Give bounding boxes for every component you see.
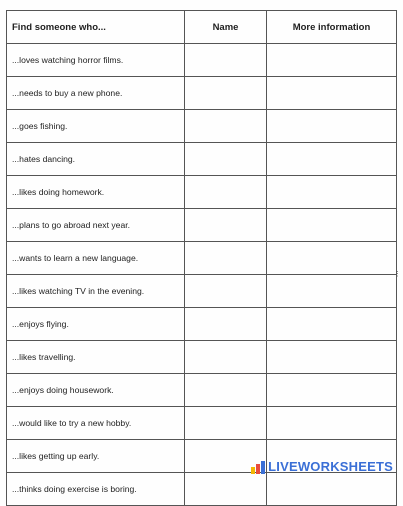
more-information-input[interactable] [267, 175, 400, 209]
name-input[interactable] [185, 43, 270, 77]
more-information-cell [267, 77, 397, 110]
prompt-cell: ...enjoys flying. [7, 308, 185, 341]
watermark-text: LIVEWORKSHEETS [268, 459, 393, 474]
more-information-cell [267, 374, 397, 407]
prompt-cell: ...likes watching TV in the evening. [7, 275, 185, 308]
prompt-cell: ...plans to go abroad next year. [7, 209, 185, 242]
prompt-cell: ...likes getting up early. [7, 440, 185, 473]
more-information-cell [267, 209, 397, 242]
name-input[interactable] [185, 175, 270, 209]
table-row [7, 407, 397, 440]
name-input[interactable] [185, 307, 270, 341]
header-name: Name [185, 11, 267, 44]
more-information-cell [267, 473, 397, 506]
table-row [7, 176, 397, 209]
more-information-cell [267, 407, 397, 440]
name-input[interactable] [185, 340, 270, 374]
name-cell [185, 275, 267, 308]
name-cell [185, 176, 267, 209]
prompt-cell: ...hates dancing. [7, 143, 185, 176]
more-information-input[interactable] [267, 340, 400, 374]
name-input[interactable] [185, 406, 270, 440]
name-cell [185, 473, 267, 506]
more-information-input[interactable] [267, 307, 400, 341]
name-cell [185, 110, 267, 143]
more-information-cell [267, 275, 397, 308]
more-information-input[interactable] [267, 208, 400, 242]
name-input[interactable] [185, 142, 270, 176]
prompt-cell: ...likes travelling. [7, 341, 185, 374]
name-cell [185, 143, 267, 176]
table-row [7, 110, 397, 143]
header-row [7, 11, 397, 44]
more-information-input[interactable] [267, 76, 400, 110]
more-information-cell [267, 308, 397, 341]
name-cell [185, 242, 267, 275]
more-information-input[interactable] [267, 373, 400, 407]
table-row [7, 143, 397, 176]
name-cell [185, 308, 267, 341]
prompt-cell: ...loves watching horror films. [7, 44, 185, 77]
more-information-cell [267, 242, 397, 275]
name-input[interactable] [185, 76, 270, 110]
prompt-cell: ...needs to buy a new phone. [7, 77, 185, 110]
prompt-cell: ...thinks doing exercise is boring. [7, 473, 185, 506]
name-cell [185, 44, 267, 77]
name-input[interactable] [185, 373, 270, 407]
more-information-input[interactable] [267, 274, 400, 308]
header-find-someone-who: Find someone who... [7, 11, 185, 44]
table-row [7, 275, 397, 308]
more-information-cell [267, 143, 397, 176]
table-row [7, 341, 397, 374]
name-cell [185, 209, 267, 242]
name-input[interactable] [185, 208, 270, 242]
more-information-cell [267, 176, 397, 209]
more-information-input[interactable] [267, 472, 400, 506]
more-information-cell [267, 44, 397, 77]
prompt-cell: ...wants to learn a new language. [7, 242, 185, 275]
name-input[interactable] [185, 241, 270, 275]
table-row [7, 77, 397, 110]
more-information-input[interactable] [267, 406, 400, 440]
table-row [7, 374, 397, 407]
name-cell [185, 407, 267, 440]
name-cell [185, 77, 267, 110]
prompt-cell: ...would like to try a new hobby. [7, 407, 185, 440]
more-information-cell [267, 110, 397, 143]
more-information-input[interactable] [267, 142, 400, 176]
prompt-cell: ...enjoys doing housework. [7, 374, 185, 407]
name-input[interactable] [185, 274, 270, 308]
prompt-cell: ...likes doing homework. [7, 176, 185, 209]
liveworksheets-logo-icon [251, 460, 265, 474]
table-row [7, 473, 397, 506]
name-cell [185, 374, 267, 407]
header-more-information: More information [267, 11, 397, 44]
name-cell [185, 341, 267, 374]
more-information-input[interactable] [267, 43, 400, 77]
more-information-cell [267, 341, 397, 374]
prompt-cell: ...goes fishing. [7, 110, 185, 143]
table-row [7, 44, 397, 77]
more-information-input[interactable] [267, 241, 400, 275]
find-someone-who-table [6, 10, 397, 506]
more-information-input[interactable] [267, 109, 400, 143]
liveworksheets-watermark [251, 459, 393, 474]
table-row [7, 308, 397, 341]
table-row [7, 209, 397, 242]
page-edge-mark: ⋮ [394, 271, 401, 278]
name-input[interactable] [185, 472, 270, 506]
name-input[interactable] [185, 109, 270, 143]
table-row [7, 242, 397, 275]
